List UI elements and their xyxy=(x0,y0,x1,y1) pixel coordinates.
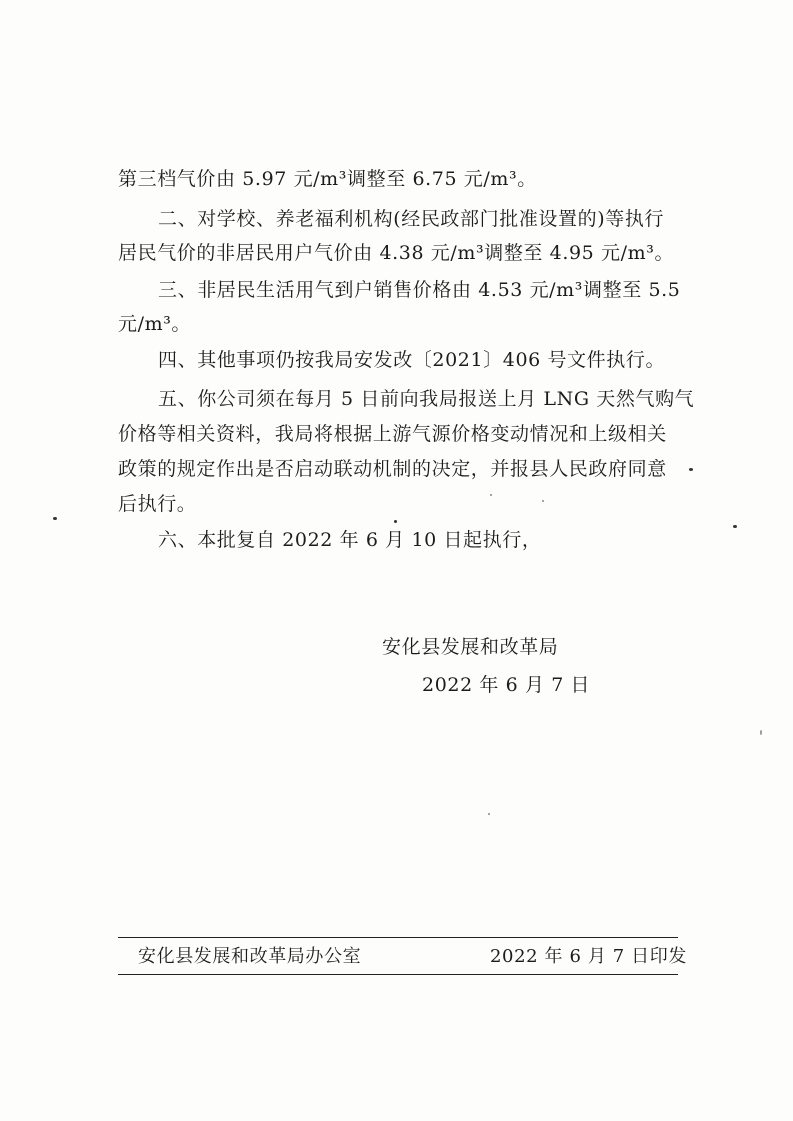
paragraph-5-line-2: 价格等相关资料，我局将根据上游气源价格变动情况和上级相关 xyxy=(118,423,667,445)
footer-office: 安化县发展和改革局办公室 xyxy=(138,946,362,967)
footer-bottom-rule xyxy=(118,974,678,975)
paragraph-2-line-2: 居民气价的非居民用户气价由 4.38 元/m³调整至 4.95 元/m³。 xyxy=(118,242,675,264)
signature-organization: 安化县发展和改革局 xyxy=(382,636,559,658)
paragraph-2-line-1: 二、对学校、养老福利机构(经民政部门批准设置的)等执行 xyxy=(158,208,665,230)
scan-speck xyxy=(733,525,737,528)
paragraph-3-line-2: 元/m³。 xyxy=(118,313,192,335)
paragraph-3-line-1: 三、非居民生活用气到户销售价格由 4.53 元/m³调整至 5.5 xyxy=(158,279,681,301)
paragraph-5-line-4: 后执行。 xyxy=(118,493,197,515)
scan-speck xyxy=(542,500,544,502)
signature-date: 2022 年 6 月 7 日 xyxy=(422,674,591,696)
body-line-1: 第三档气价由 5.97 元/m³调整至 6.75 元/m³。 xyxy=(118,168,537,190)
paragraph-5-line-3: 政策的规定作出是否启动联动机制的决定，并报县人民政府同意 xyxy=(118,458,667,480)
scan-speck xyxy=(689,468,693,471)
footer-print-date: 2022 年 6 月 7 日印发 xyxy=(490,946,687,967)
footer-top-rule xyxy=(118,937,678,938)
paragraph-5-line-1: 五、你公司须在每月 5 日前向我局报送上月 LNG 天然气购气 xyxy=(158,388,695,410)
scan-speck xyxy=(488,813,490,815)
scan-speck xyxy=(53,517,57,520)
paragraph-6: 六、本批复自 2022 年 6 月 10 日起执行， xyxy=(158,529,542,551)
scan-speck xyxy=(760,730,762,735)
scan-speck xyxy=(394,520,397,523)
paragraph-4: 四、其他事项仍按我局安发改〔2021〕406 号文件执行。 xyxy=(158,349,666,371)
scan-speck xyxy=(490,494,492,496)
